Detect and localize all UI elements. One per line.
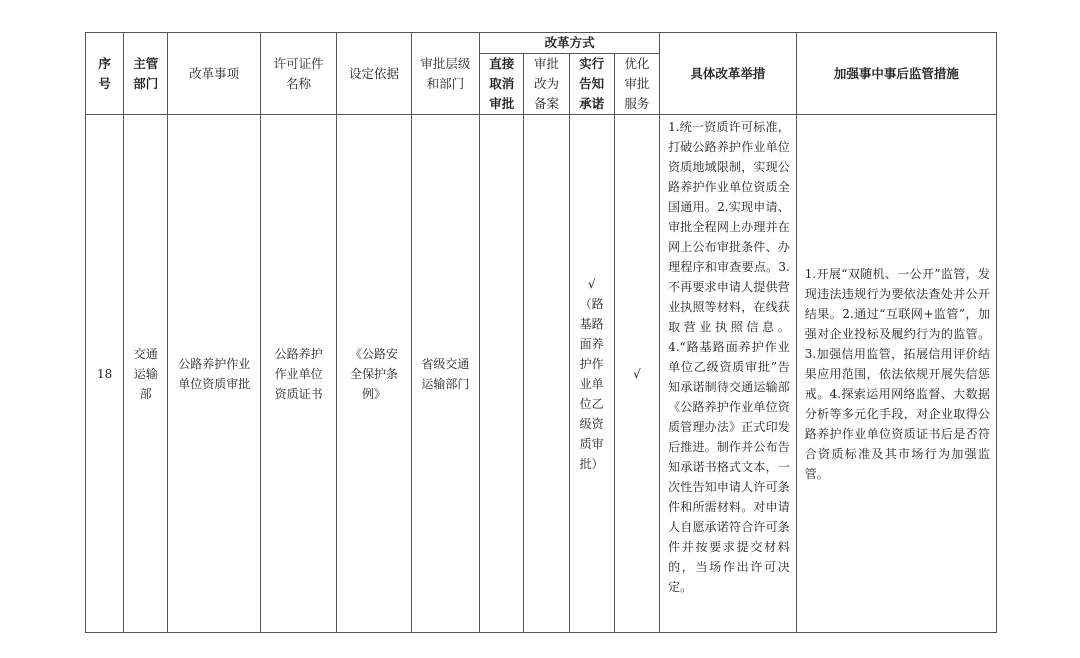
header-mode-notify: 实行告知承诺: [569, 54, 614, 115]
header-mode-record: 审批改为备案: [524, 54, 569, 115]
cell-mode-cancel: [480, 115, 524, 633]
header-seq: 序号: [86, 33, 124, 115]
header-supervision: 加强事中事后监管措施: [796, 33, 996, 115]
cell-basis: 《公路安全保护条例》: [337, 115, 411, 633]
header-dept: 主管部门: [124, 33, 168, 115]
cell-seq: 18: [86, 115, 124, 633]
cell-item: 公路养护作业单位资质审批: [168, 115, 261, 633]
cell-supervision: 1.开展“双随机、一公开”监管，发现违法违规行为要依法查处并公开结果。2.通过“互联网+监管”，加强对企业投标及履约行为的监管。3.加强信用监管，拓展信用评价结果应用范围，依法依规开展失信惩戒。4.探索运用网络监督、大数据分析等多元化手段，对企业取得公路养护作业单位资质证书后是否符合资质标准及其市场行为加强监管。: [796, 115, 996, 633]
header-level: 审批层级和部门: [411, 33, 479, 115]
cell-mode-optimize: √: [614, 115, 659, 633]
cell-measures: 1.统一资质许可标准，打破公路养护作业单位资质地域限制，实现公路养护作业单位资质全国通用。2.实现申请、审批全程网上办理并在网上公布审批条件、办理程序和审查要点。3.不再要求申请人提供营业执照等材料，在线获取营业执照信息。4.“路基路面养护作业单位乙级资质审批”告知承诺制待交通运输部《公路养护作业单位资质管理办法》正式印发后推进。制作并公布告知承诺书格式文本，一次性告知申请人许可条件和所需材料。对申请人自愿承诺符合许可条件并按要求提交材料的，当场作出许可决定。: [660, 115, 797, 633]
cell-license: 公路养护作业单位资质证书: [260, 115, 336, 633]
cell-mode-notify: √（路基路面养护作业单位乙级资质审批）: [569, 115, 614, 633]
cell-dept: 交通运输部: [124, 115, 168, 633]
cell-level: 省级交通运输部门: [411, 115, 479, 633]
header-reform-group: 改革方式: [480, 33, 660, 54]
header-mode-optimize: 优化审批服务: [614, 54, 659, 115]
header-basis: 设定依据: [337, 33, 411, 115]
header-measures: 具体改革举措: [660, 33, 797, 115]
header-license: 许可证件名称: [260, 33, 336, 115]
header-mode-cancel: 直接取消审批: [480, 54, 524, 115]
header-item: 改革事项: [168, 33, 261, 115]
cell-mode-record: [524, 115, 569, 633]
reform-table: [85, 32, 997, 633]
